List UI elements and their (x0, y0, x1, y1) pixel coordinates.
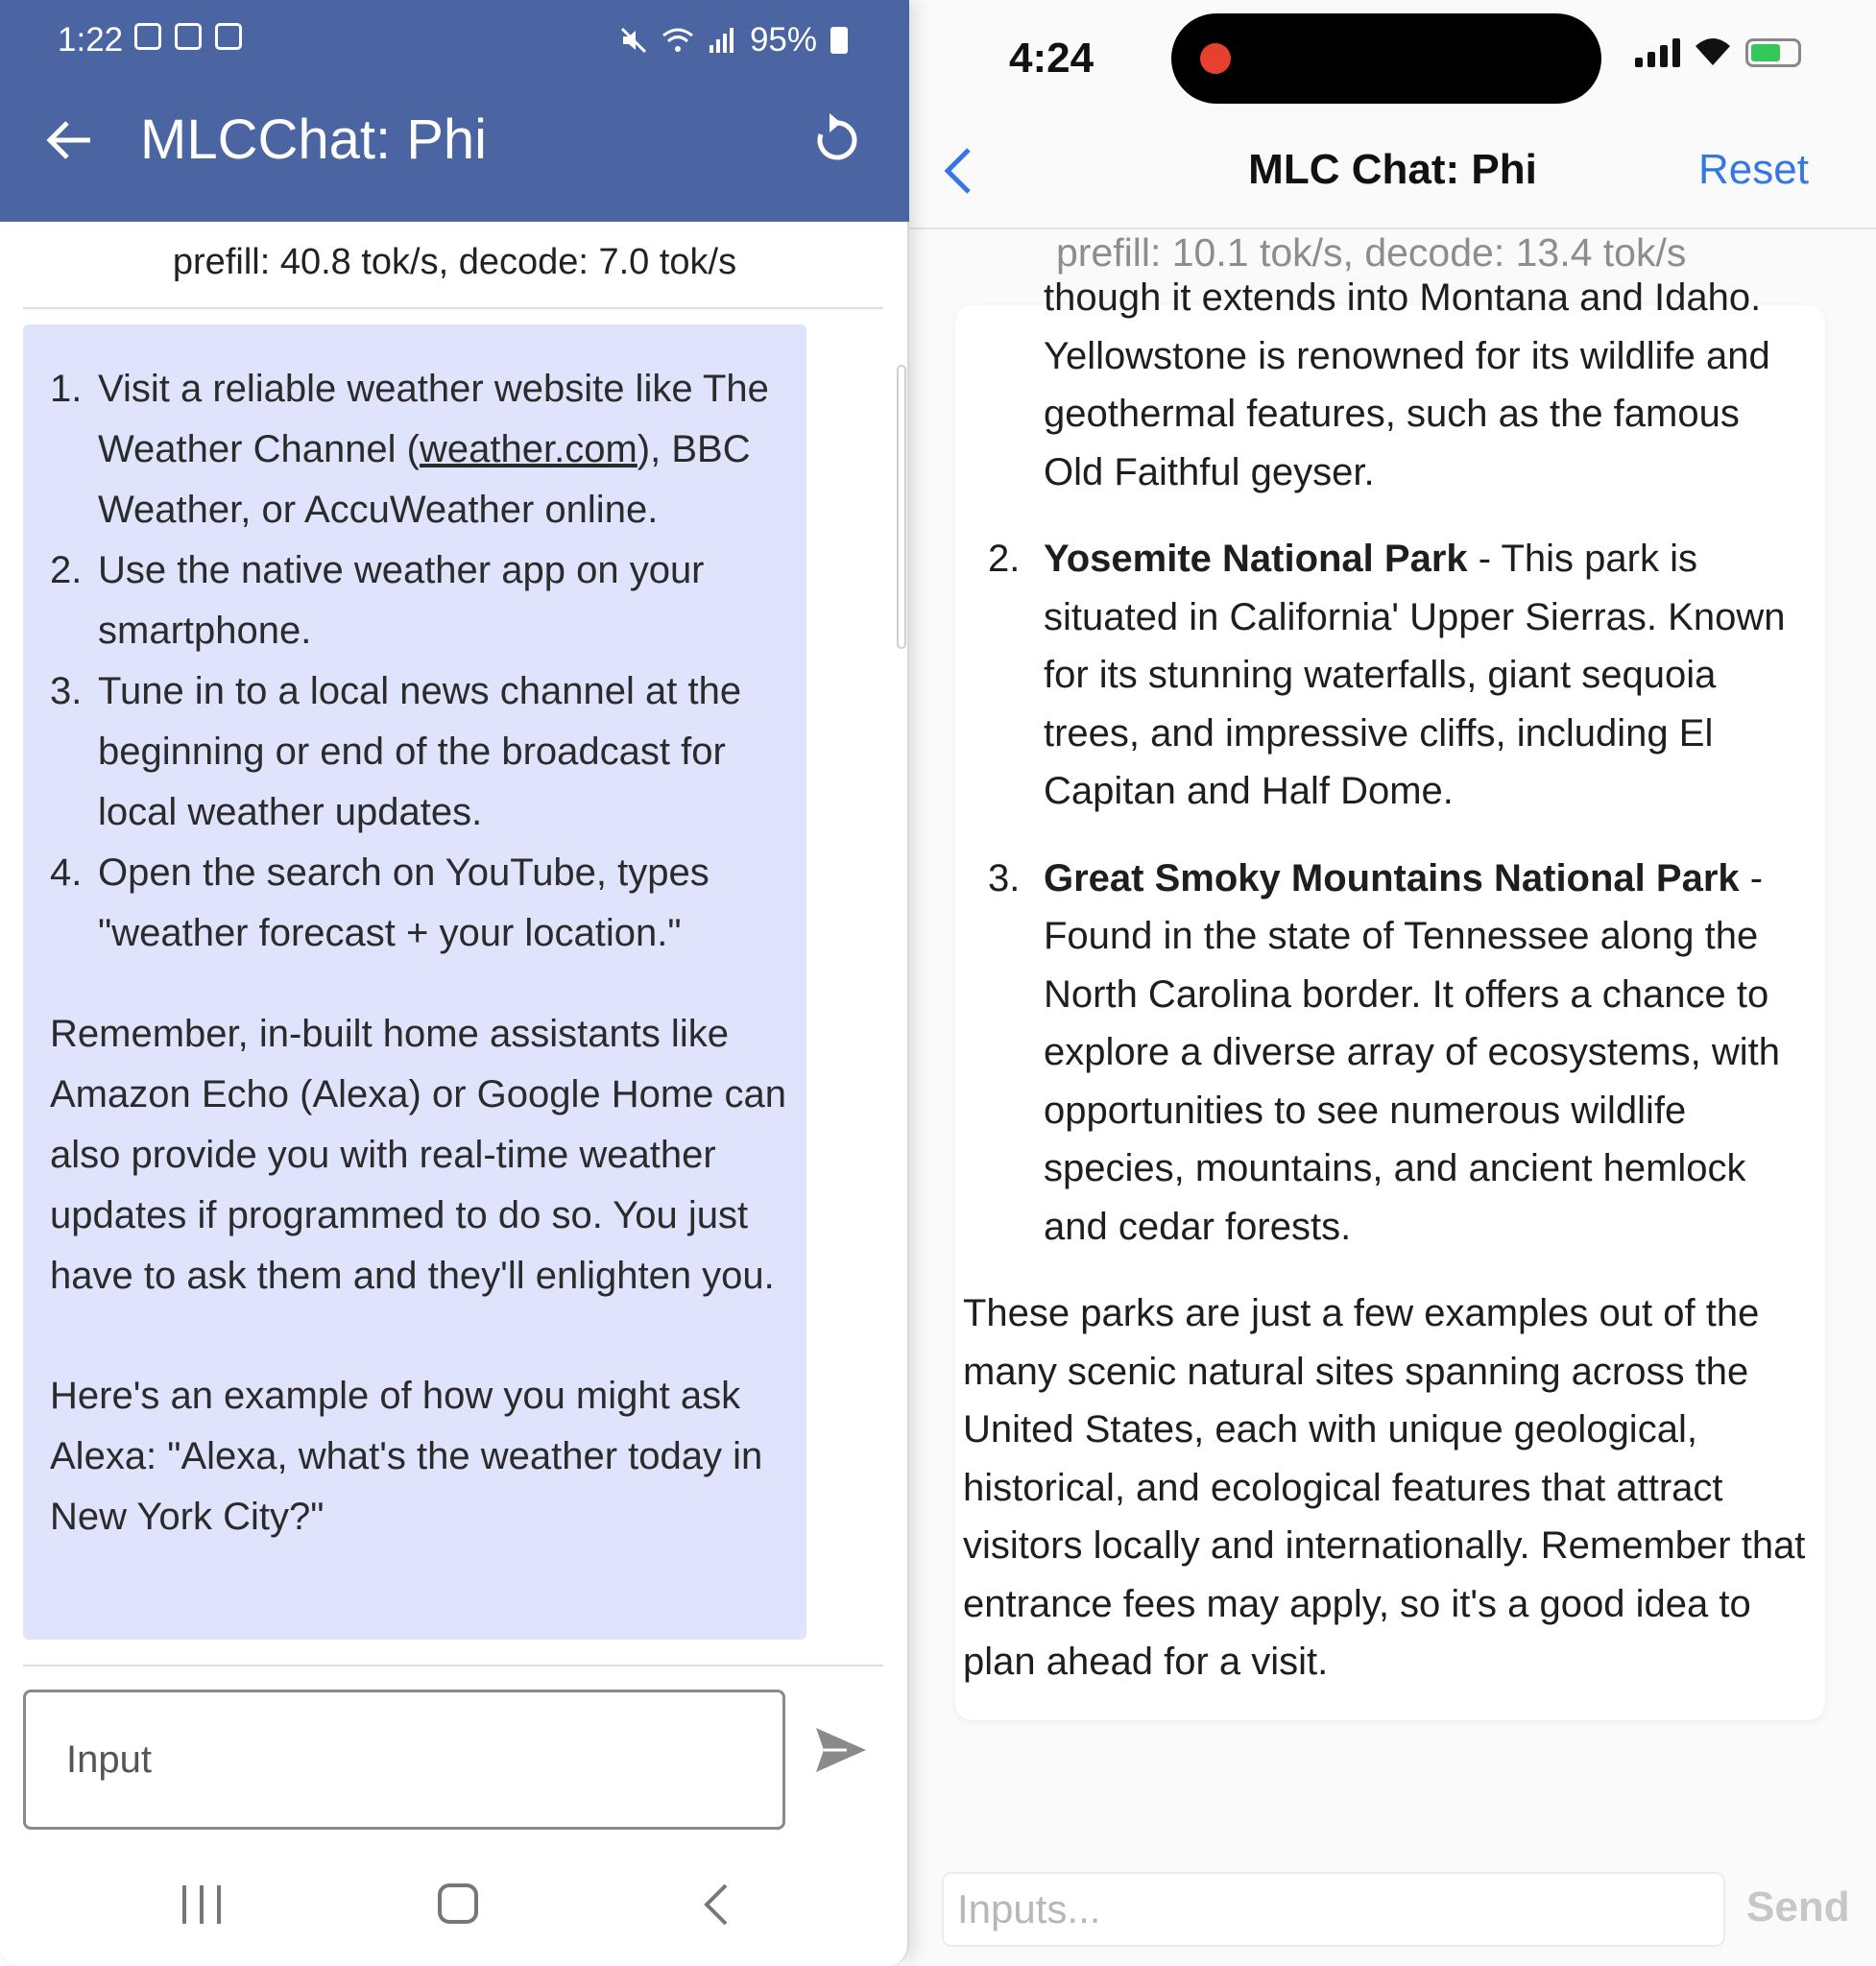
status-notification-icons (134, 23, 242, 50)
status-time: 4:24 (1009, 35, 1094, 82)
list-text: ), BBC Weather, or AccuWeather online. (98, 428, 751, 531)
arrow-left-icon[interactable] (42, 113, 96, 167)
divider (23, 1665, 883, 1666)
scrollbar[interactable] (897, 365, 906, 649)
divider (23, 307, 883, 309)
android-app-bar (0, 0, 909, 222)
speed-stats: prefill: 40.8 tok/s, decode: 7.0 tok/s (172, 242, 737, 282)
battery-icon (830, 27, 848, 54)
nav-title: MLC Chat: Phi (1248, 146, 1537, 193)
home-icon[interactable] (438, 1883, 478, 1924)
list-item-continuation (955, 269, 1810, 501)
list-item (36, 540, 793, 661)
mute-icon (619, 26, 648, 55)
app-title: MLCChat: Phi (140, 108, 488, 171)
gallery-icon (215, 23, 242, 50)
wifi-icon (1694, 36, 1732, 67)
message-content (955, 269, 1810, 1691)
status-system-icons (1635, 36, 1801, 67)
send-icon[interactable] (812, 1724, 870, 1776)
weather-link[interactable]: weather.com (420, 428, 637, 470)
list-item (955, 530, 1810, 821)
list-number: 2. (50, 549, 83, 591)
status-time: 1:22 (58, 21, 124, 59)
reset-button[interactable]: Reset (1698, 146, 1809, 193)
list-text: - Found in the state of Tennessee along the North Carolina border. It offers a chance to explore a diverse array of ecosystems, with opportunities to see numerous wildlife species, mountains, and ancient hemlock and cedar forests. (1044, 856, 1780, 1248)
chat-scroll-area[interactable] (955, 276, 1825, 1722)
ios-screen (909, 0, 1876, 1966)
battery-percent: 95% (749, 21, 817, 59)
refresh-icon[interactable] (808, 111, 866, 169)
android-status-bar (0, 13, 909, 63)
wifi-icon (661, 26, 694, 55)
back-chevron-icon[interactable] (697, 1876, 735, 1946)
list-text: Visit a reliable weather website like The Weather Channel ( (98, 368, 769, 470)
list-text: Tune in to a local news channel at the beginning or end of the broadcast for local weather updates. (98, 670, 742, 833)
list-text: - This park is situated in California' Upper Sierras. Known for its stunning waterfalls, giant sequoia trees, and impressive cliffs, including El Capitan and Half Dome. (1044, 538, 1786, 812)
list-number: 3. (50, 670, 83, 712)
screenshot-icon (175, 23, 202, 50)
android-screen (0, 0, 909, 1966)
message-input[interactable]: Inputs... (942, 1872, 1725, 1947)
list-number: 3. (988, 856, 1021, 899)
recent-apps-icon[interactable] (182, 1885, 221, 1924)
send-button[interactable]: Send (1746, 1883, 1850, 1930)
message-paragraph: These parks are just a few examples out of the many scenic natural sites spanning across the United States, each with unique geological, historical, and ecological features that attract visitors locally and internationally. Remember that entrance fees may apply, so it's a good idea to plan ahead for a visit. (963, 1292, 1806, 1683)
status-system-icons (619, 21, 848, 60)
screenshot-icon (134, 23, 161, 50)
list-number: 1. (50, 368, 83, 410)
signal-icon (708, 26, 736, 55)
list-number: 2. (988, 538, 1021, 580)
speed-stats: prefill: 10.1 tok/s, decode: 13.4 tok/s (1056, 230, 1705, 276)
list-item (36, 661, 793, 843)
system-nav-bar (0, 1872, 909, 1949)
list-number: 4. (50, 851, 83, 894)
list-text: though it extends into Montana and Idaho. Yellowstone is renowned for its wildlife and geothermal features, such as the famous Old Faithful geyser. (1044, 276, 1770, 493)
message-list (36, 359, 793, 964)
bot-message-bubble (23, 324, 806, 1640)
message-paragraph: Here's an example of how you might ask Alexa: "Alexa, what's the weather today in New York City?" (50, 1375, 763, 1538)
bot-message-bubble (955, 276, 1825, 1720)
recording-indicator-icon (1200, 43, 1231, 74)
message-input[interactable]: Input (23, 1690, 785, 1830)
list-text: Use the native weather app on your smartphone. (98, 549, 705, 652)
battery-charging-icon (1745, 38, 1801, 67)
divider (909, 228, 1876, 229)
list-item (36, 359, 793, 540)
list-text: Open the search on YouTube, types "weather forecast + your location." (98, 851, 710, 954)
list-item (955, 850, 1810, 1257)
message-paragraph: Remember, in-built home assistants like Amazon Echo (Alexa) or Google Home can also provide you with real-time weather updates if programmed to do so. You just have to ask them and they'll enlighten you. (50, 1013, 787, 1297)
park-name: Great Smoky Mountains National Park (1044, 856, 1740, 899)
cellular-signal-icon (1635, 36, 1680, 67)
dynamic-island (1171, 13, 1601, 104)
park-name: Yosemite National Park (1044, 538, 1468, 580)
list-item (36, 843, 793, 964)
